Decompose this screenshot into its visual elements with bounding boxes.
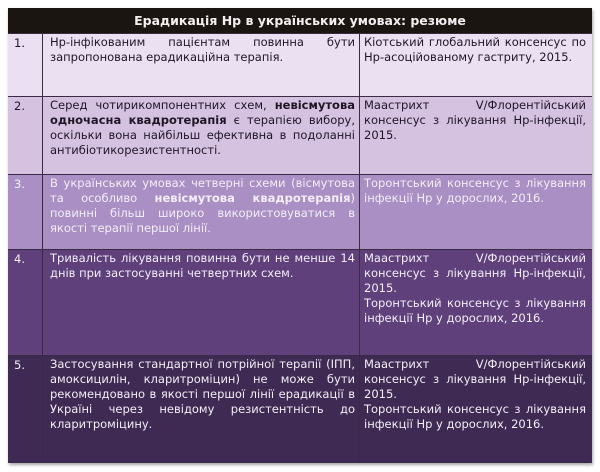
emphasis-text: невісмутова одночасна квадротерапія: [50, 98, 355, 127]
row-number: 5.: [8, 356, 43, 463]
row-number: 2.: [8, 97, 43, 174]
recommendation-text: Застосування стандартної потрійної терапії (ІПП, амоксицилін, кларитроміцин) не може бути рекомендовано в якості першої лінії ерадикації в Україні через невідому резистентність до кларитроміцину.: [50, 357, 355, 431]
recommendation-text: Тривалість лікування повинна бути не менше 14 днів при застосуванні четвертних схем.: [50, 251, 355, 280]
recommendation-cell: [43, 356, 360, 463]
source-text: Маастрихт V/Флорентійський консенсус з лікування Нр-інфекції, 2015.: [364, 251, 586, 295]
row-number: 3.: [8, 175, 43, 249]
table-row: [8, 355, 592, 463]
recommendation-cell: [43, 175, 360, 249]
source-text: Маастрихт V/Флорентійський консенсус з лікування Нр-інфекції, 2015.: [364, 98, 586, 142]
recommendation-text: Серед чотирикомпонентних схем,: [50, 98, 275, 112]
recommendation-text: є терапією вибору, оскільки вона найбільш ефективна в подоланні антибіотикорезистентності.: [50, 113, 355, 157]
recommendation-cell: [43, 34, 360, 96]
source-text: Торонтський консенсус з лікування інфекції Нр у дорослих, 2016.: [364, 176, 586, 205]
source-text: Торонтський консенсус з лікування інфекції Нр у дорослих, 2016.: [364, 402, 586, 431]
summary-table: [8, 8, 592, 463]
table-row: [8, 174, 592, 249]
table-row: [8, 249, 592, 355]
table-title: Ерадикація Нр в українських умовах: резюме: [8, 8, 592, 33]
source-cell: [360, 250, 592, 355]
source-text: Торонтський консенсус з лікування інфекції Нр у дорослих, 2016.: [364, 296, 586, 325]
source-cell: [360, 34, 592, 96]
source-text: Кіотський глобальний консенсус по Нр-асоційованому гастриту, 2015.: [364, 35, 586, 64]
source-cell: [360, 97, 592, 174]
source-cell: [360, 356, 592, 463]
recommendation-cell: [43, 97, 360, 174]
recommendation-text: ) повинні більш широко використовуватися в якості терапії першої лінії.: [50, 191, 356, 235]
source-text: Маастрихт V/Флорентійський консенсус з лікування Нр-інфекції, 2015.: [364, 357, 586, 401]
table-row: [8, 96, 592, 174]
row-number: 4.: [8, 250, 43, 355]
table-row: [8, 33, 592, 96]
source-cell: [360, 175, 592, 249]
row-number: 1.: [8, 34, 43, 96]
emphasis-text: невісмутова квадротерапія: [154, 191, 351, 205]
recommendation-text: Нр-інфікованим пацієнтам повинна бути запропонована ерадикаційна терапія.: [50, 35, 355, 64]
recommendation-text: В українських умовах четверні схеми (вісмутова та особливо: [50, 176, 355, 205]
recommendation-cell: [43, 250, 360, 355]
